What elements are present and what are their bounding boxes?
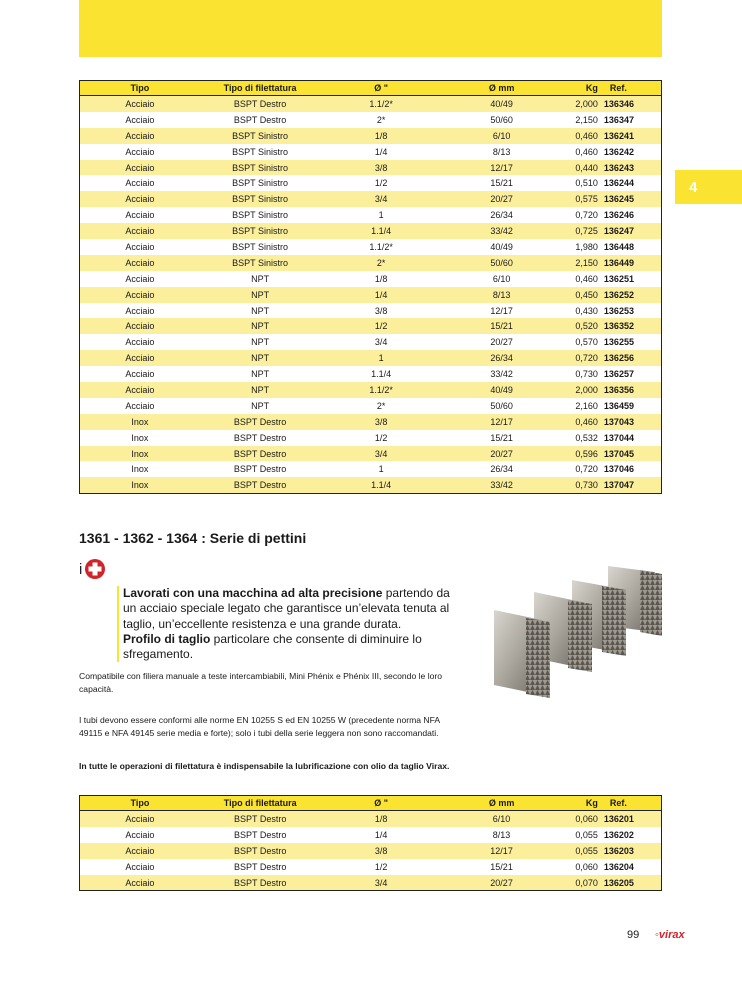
cell-kg: 0,055 — [561, 843, 602, 859]
cell-ref: 136448 — [603, 241, 634, 252]
cell-tipo: Inox — [80, 477, 200, 493]
cell-filettatura: NPT — [251, 273, 270, 284]
cell-kg: 0,070 — [561, 875, 602, 891]
die-1 — [494, 610, 550, 698]
cell-filettatura: NPT — [200, 318, 321, 334]
cell-kg: 0,055 — [575, 829, 598, 840]
section-title: 1361 - 1362 - 1364 : Serie di pettini — [79, 530, 307, 546]
col-diametro-mm: Ø mm — [442, 81, 562, 96]
cell-ref: 136346 — [602, 96, 662, 112]
cell-filettatura: NPT — [251, 400, 270, 411]
table-row — [80, 128, 662, 144]
cell-filettatura: BSPT Sinistro — [200, 255, 321, 271]
brand-name: virax — [658, 929, 685, 941]
cell-filettatura: BSPT Destro — [233, 464, 287, 475]
cell-kg: 0,510 — [575, 178, 598, 189]
cell-diametro-in: 1.1/4 — [320, 477, 441, 493]
col-diametro-in: Ø " — [320, 81, 441, 96]
col-kg: Kg — [561, 796, 602, 811]
cell-filettatura: BSPT Sinistro — [200, 191, 321, 207]
cell-kg: 2,000 — [561, 96, 602, 112]
cell-diametro-in: 3/8 — [321, 843, 442, 859]
cell-diametro-mm: 33/42 — [490, 369, 513, 380]
cell-ref: 136245 — [602, 191, 662, 207]
table-row — [80, 382, 662, 398]
cell-kg: 0,460 — [575, 146, 598, 157]
cell-ref: 137043 — [602, 414, 662, 430]
cell-kg: 2,000 — [561, 382, 602, 398]
table-row — [80, 144, 662, 160]
cell-diametro-mm: 12/17 — [490, 305, 513, 316]
cell-kg: 0,450 — [561, 287, 602, 303]
table-row — [80, 414, 662, 430]
intro-bold-2: Profilo di taglio — [123, 631, 211, 646]
cell-filettatura: BSPT Destro — [234, 829, 287, 840]
table-row — [80, 366, 662, 382]
cell-filettatura: BSPT Destro — [200, 96, 321, 112]
cell-kg: 0,570 — [575, 337, 598, 348]
cell-diametro-mm: 20/27 — [490, 337, 513, 348]
table-header-row — [80, 81, 662, 96]
table-row — [80, 207, 662, 223]
cell-diametro-in: 1 — [320, 350, 441, 366]
cell-filettatura: BSPT Sinistro — [232, 241, 289, 252]
cell-diametro-in: 1.1/4 — [371, 369, 392, 380]
cell-kg: 2,150 — [561, 255, 602, 271]
cell-ref: 136243 — [602, 160, 662, 176]
cell-kg: 0,720 — [575, 210, 598, 221]
cell-diametro-in: 1/8 — [374, 273, 388, 284]
table-row — [80, 398, 662, 414]
cell-diametro-in: 2* — [320, 255, 441, 271]
cell-filettatura: BSPT Destro — [200, 446, 321, 462]
cell-ref: 136202 — [603, 829, 634, 840]
table-row — [80, 96, 662, 112]
cell-filettatura: BSPT Destro — [200, 843, 321, 859]
cell-diametro-in: 2* — [376, 114, 386, 125]
cell-kg: 0,596 — [561, 446, 602, 462]
table-row — [80, 811, 662, 827]
cell-filettatura: BSPT Destro — [233, 114, 287, 125]
cell-tipo: Acciaio — [125, 829, 155, 840]
cell-diametro-mm: 15/21 — [490, 178, 513, 189]
cell-kg: 0,460 — [561, 128, 602, 144]
cell-kg: 0,460 — [575, 273, 598, 284]
cell-kg: 0,520 — [561, 318, 602, 334]
cell-kg: 0,532 — [575, 432, 598, 443]
table-row — [80, 160, 662, 176]
cell-tipo: Inox — [131, 464, 149, 475]
cell-filettatura: BSPT Sinistro — [200, 128, 321, 144]
cell-diametro-mm: 8/13 — [492, 829, 511, 840]
cell-diametro-mm: 33/42 — [442, 223, 562, 239]
cell-kg: 0,725 — [561, 223, 602, 239]
page-number: 99 — [627, 929, 640, 941]
cell-kg: 0,060 — [575, 861, 598, 872]
cell-kg: 0,730 — [575, 369, 598, 380]
logo-mark-icon: ◦ — [655, 929, 659, 941]
cell-tipo: Acciaio — [80, 318, 200, 334]
cell-diametro-mm: 12/17 — [442, 843, 562, 859]
cell-kg: 0,430 — [575, 305, 598, 316]
cell-ref: 136257 — [603, 369, 634, 380]
intro-text — [117, 586, 463, 662]
table-row — [80, 223, 662, 239]
table-row — [80, 255, 662, 271]
cell-diametro-mm: 20/27 — [442, 446, 562, 462]
cell-kg: 1,980 — [575, 241, 598, 252]
cell-diametro-mm: 20/27 — [442, 191, 562, 207]
table-row — [80, 859, 662, 875]
intro-text-1: partendo da un acciaio speciale legato che garantisce un’elevata tenuta al taglio, un’eccellente resistenza e una grande durata. — [123, 586, 450, 631]
cell-diametro-mm: 40/49 — [442, 382, 562, 398]
cell-diametro-mm: 12/17 — [442, 160, 562, 176]
col-ref: Ref. — [602, 796, 662, 811]
cell-filettatura: BSPT Destro — [234, 861, 287, 872]
col-kg: Kg — [561, 81, 602, 96]
cell-ref: 136203 — [602, 843, 662, 859]
norms-text: I tubi devono essere conformi alle norme EN 10255 S ed EN 10255 W (precedente norma NFA 49115 e NFA 49145 serie media e forte); solo i tubi della serie leggera non sono raccomandati. — [79, 715, 440, 738]
cell-diametro-mm: 50/60 — [490, 114, 513, 125]
cell-tipo: Acciaio — [125, 369, 155, 380]
cell-diametro-in: 1.1/4 — [320, 223, 441, 239]
compatibility-text: Compatibile con filiera manuale a teste intercambiabili, Mini Phénix e Phénix III, secondo le loro capacità. — [79, 671, 443, 694]
table-row — [80, 477, 662, 493]
cell-ref: 136241 — [602, 128, 662, 144]
cell-ref: 136252 — [602, 287, 662, 303]
cell-diametro-in: 3/8 — [320, 160, 441, 176]
cell-diametro-mm: 26/34 — [490, 210, 513, 221]
cell-tipo: Acciaio — [125, 400, 155, 411]
dies-table — [79, 80, 662, 494]
lubrication-text: In tutte le operazioni di filettatura è indispensabile la lubrificazione con olio da taglio Virax. — [79, 761, 450, 771]
cell-ref: 136204 — [603, 861, 634, 872]
cell-tipo: Acciaio — [80, 128, 200, 144]
cell-ref: 136244 — [603, 178, 634, 189]
cell-tipo: Acciaio — [80, 255, 200, 271]
col-diametro-mm: Ø mm — [442, 796, 562, 811]
cell-diametro-mm: 6/10 — [492, 273, 511, 284]
table-row — [80, 112, 662, 128]
cell-ref: 136255 — [603, 337, 634, 348]
col-tipo: Tipo — [80, 81, 200, 96]
cell-diametro-mm: 26/34 — [490, 464, 513, 475]
cell-filettatura: BSPT Sinistro — [232, 210, 289, 221]
cell-ref: 136242 — [603, 146, 634, 157]
table-row — [80, 430, 662, 446]
table-row — [80, 318, 662, 334]
cell-diametro-in: 3/8 — [320, 414, 441, 430]
intro-text-2: particolare che consente di diminuire lo sfregamento. — [123, 631, 422, 662]
cell-diametro-in: 1/2 — [374, 432, 388, 443]
cell-ref: 137046 — [603, 464, 634, 475]
table-row — [80, 461, 662, 477]
cell-tipo: Acciaio — [80, 191, 200, 207]
cell-filettatura: NPT — [200, 382, 321, 398]
cell-diametro-in: 1/4 — [320, 287, 441, 303]
col-filettatura: Tipo di filettatura — [200, 81, 321, 96]
cell-kg: 0,060 — [561, 811, 602, 827]
cell-filettatura: BSPT Sinistro — [200, 223, 321, 239]
cell-diametro-mm: 50/60 — [442, 255, 562, 271]
table-row — [80, 875, 662, 891]
cell-tipo: Acciaio — [125, 337, 155, 348]
cell-ref: 136356 — [602, 382, 662, 398]
cell-diametro-in: 1/2 — [320, 318, 441, 334]
cell-tipo: Acciaio — [125, 305, 155, 316]
cell-diametro-in: 1/2 — [374, 861, 388, 872]
table-row — [80, 827, 662, 843]
col-tipo: Tipo — [80, 796, 200, 811]
cell-ref: 136352 — [602, 318, 662, 334]
cell-ref: 136347 — [603, 114, 634, 125]
cell-tipo: Acciaio — [125, 861, 155, 872]
cell-diametro-mm: 8/13 — [442, 287, 562, 303]
cell-diametro-in: 3/8 — [374, 305, 388, 316]
cell-tipo: Acciaio — [125, 146, 155, 157]
table-row — [80, 334, 662, 350]
cell-kg: 0,440 — [561, 160, 602, 176]
cell-diametro-mm: 6/10 — [442, 128, 562, 144]
cell-ref: 136449 — [602, 255, 662, 271]
cell-diametro-in: 1.1/2* — [369, 241, 393, 252]
cell-tipo: Acciaio — [80, 160, 200, 176]
chapter-tab[interactable]: 4 — [675, 170, 742, 204]
cell-tipo: Acciaio — [80, 811, 200, 827]
cell-ref: 136256 — [602, 350, 662, 366]
cell-tipo: Acciaio — [125, 273, 155, 284]
cell-filettatura: BSPT Sinistro — [200, 160, 321, 176]
cell-filettatura: NPT — [251, 337, 270, 348]
brand-logo — [655, 929, 685, 941]
cell-filettatura: BSPT Destro — [200, 414, 321, 430]
cell-diametro-mm: 8/13 — [492, 146, 511, 157]
cell-tipo: Acciaio — [80, 287, 200, 303]
cell-tipo: Acciaio — [125, 210, 155, 221]
table-row — [80, 446, 662, 462]
table-row — [80, 175, 662, 191]
cell-diametro-in: 1/4 — [374, 829, 388, 840]
cell-ref: 136205 — [602, 875, 662, 891]
header-band — [79, 0, 662, 57]
cell-ref: 136459 — [603, 400, 634, 411]
col-ref: Ref. — [602, 81, 662, 96]
cell-diametro-mm: 33/42 — [442, 477, 562, 493]
intro-bold-1: Lavorati con una macchina ad alta precisione — [123, 586, 383, 600]
cell-diametro-mm: 26/34 — [442, 350, 562, 366]
cell-diametro-in: 2* — [376, 400, 386, 411]
table-row — [80, 303, 662, 319]
table-row — [80, 191, 662, 207]
cell-ref: 137047 — [602, 477, 662, 493]
cell-diametro-mm: 20/27 — [442, 875, 562, 891]
cell-filettatura: BSPT Destro — [200, 875, 321, 891]
cell-tipo: Inox — [80, 414, 200, 430]
cell-diametro-in: 1.1/2* — [320, 96, 441, 112]
cell-kg: 0,720 — [575, 464, 598, 475]
cell-filettatura: BSPT Destro — [233, 432, 287, 443]
cell-tipo: Acciaio — [125, 114, 155, 125]
info-badge — [79, 558, 106, 580]
cell-filettatura: NPT — [200, 350, 321, 366]
cell-diametro-in: 1/2 — [374, 178, 388, 189]
cell-ref: 136251 — [603, 273, 634, 284]
cell-ref: 136253 — [603, 305, 634, 316]
cell-diametro-mm: 15/21 — [490, 432, 513, 443]
cell-diametro-in: 1/8 — [321, 811, 442, 827]
cell-diametro-in: 1 — [378, 210, 384, 221]
cell-diametro-in: 3/4 — [321, 875, 442, 891]
info-letter: i — [79, 560, 83, 578]
cell-filettatura: BSPT Sinistro — [232, 146, 289, 157]
table-header-row — [80, 796, 662, 811]
table-row — [80, 239, 662, 255]
table-row — [80, 350, 662, 366]
cell-kg: 2,150 — [575, 114, 598, 125]
cell-tipo: Acciaio — [125, 178, 155, 189]
cell-diametro-mm: 6/10 — [442, 811, 562, 827]
cell-filettatura: BSPT Destro — [200, 477, 321, 493]
cell-tipo: Acciaio — [80, 350, 200, 366]
col-diametro-in: Ø " — [321, 796, 442, 811]
cell-diametro-mm: 12/17 — [442, 414, 562, 430]
cell-filettatura: NPT — [200, 287, 321, 303]
table-row — [80, 271, 662, 287]
cell-diametro-in: 1.1/2* — [320, 382, 441, 398]
cell-tipo: Acciaio — [125, 241, 155, 252]
cell-diametro-mm: 15/21 — [490, 861, 513, 872]
cell-filettatura: NPT — [251, 369, 270, 380]
cell-kg: 0,730 — [561, 477, 602, 493]
cell-diametro-in: 1 — [378, 464, 384, 475]
cell-diametro-mm: 15/21 — [442, 318, 562, 334]
cell-tipo: Acciaio — [80, 843, 200, 859]
cell-diametro-mm: 40/49 — [442, 96, 562, 112]
dies-photo — [490, 560, 662, 700]
cell-kg: 0,720 — [561, 350, 602, 366]
cell-kg: 0,460 — [561, 414, 602, 430]
cell-diametro-in: 3/4 — [320, 446, 441, 462]
cell-tipo: Inox — [80, 446, 200, 462]
col-filettatura: Tipo di filettatura — [200, 796, 321, 811]
cell-filettatura: BSPT Destro — [200, 811, 321, 827]
cell-diametro-in: 3/4 — [374, 337, 388, 348]
combs-table — [79, 795, 662, 891]
cell-diametro-in: 1/4 — [374, 146, 388, 157]
cell-kg: 0,575 — [561, 191, 602, 207]
cell-tipo: Inox — [131, 432, 149, 443]
cell-kg: 2,160 — [575, 400, 598, 411]
cell-ref: 136246 — [603, 210, 634, 221]
cell-ref: 136247 — [602, 223, 662, 239]
cell-tipo: Acciaio — [80, 382, 200, 398]
cell-tipo: Acciaio — [80, 96, 200, 112]
cell-tipo: Acciaio — [80, 875, 200, 891]
cell-diametro-mm: 50/60 — [490, 400, 513, 411]
table-row — [80, 287, 662, 303]
cell-ref: 136201 — [602, 811, 662, 827]
cell-filettatura: NPT — [251, 305, 270, 316]
cell-tipo: Acciaio — [80, 223, 200, 239]
cell-ref: 137044 — [603, 432, 634, 443]
cell-ref: 137045 — [602, 446, 662, 462]
cell-diametro-in: 3/4 — [320, 191, 441, 207]
plus-cross-icon — [84, 558, 106, 580]
table-row — [80, 843, 662, 859]
cell-diametro-in: 1/8 — [320, 128, 441, 144]
cell-filettatura: BSPT Sinistro — [232, 178, 289, 189]
cell-diametro-mm: 40/49 — [490, 241, 513, 252]
